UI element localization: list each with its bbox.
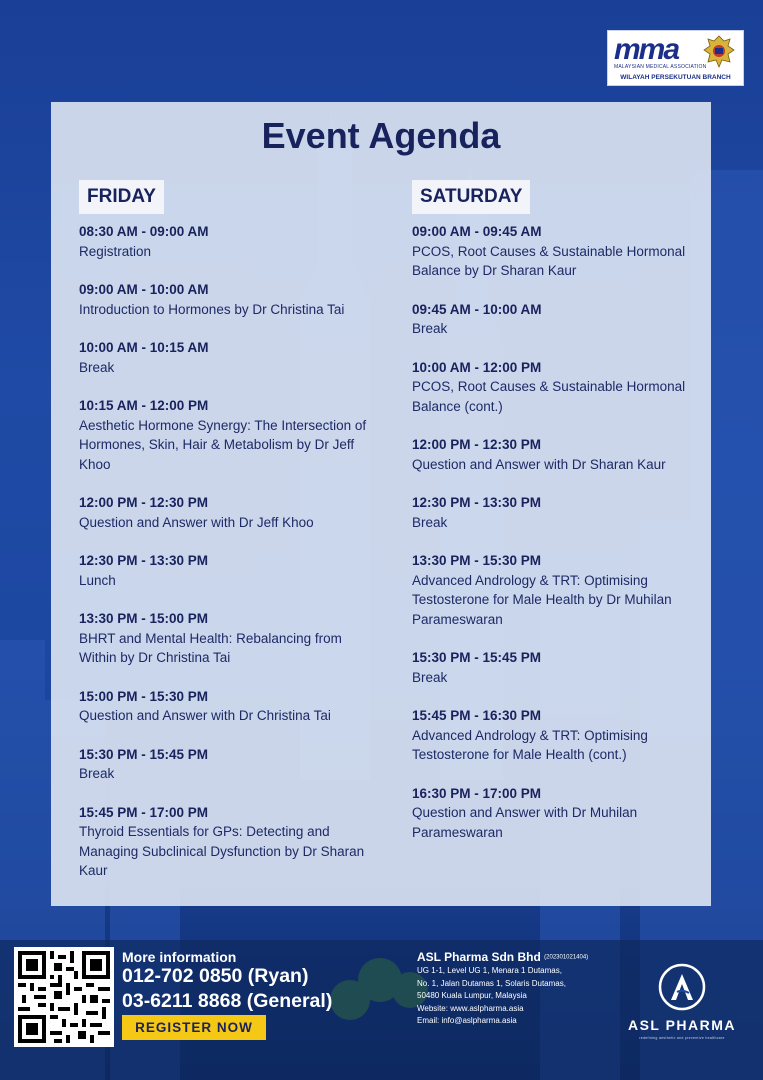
- agenda-description: BHRT and Mental Health: Rebalancing from Within by Dr Christina Tai: [79, 630, 342, 665]
- company-name-text: ASL Pharma Sdn Bhd: [417, 950, 541, 964]
- agenda-time: 12:30 PM - 13:30 PM: [412, 495, 542, 510]
- agenda-description: Break: [412, 514, 448, 530]
- agenda-time: 15:30 PM - 15:45 PM: [79, 746, 209, 762]
- agenda-description: Lunch: [79, 572, 116, 588]
- agenda-description: Break: [412, 669, 448, 685]
- agenda-description: Question and Answer with Dr Muhilan Parameswaran: [412, 805, 638, 840]
- agenda-card: [51, 102, 711, 906]
- agenda-item: [412, 222, 697, 281]
- agenda-time: 15:30 PM - 15:45 PM: [412, 650, 542, 665]
- mma-branch-text: WILAYAH PERSEKUTUAN BRANCH: [620, 74, 731, 81]
- agenda-time: 10:00 AM - 12:00 PM: [412, 359, 542, 375]
- register-now-button[interactable]: REGISTER NOW: [122, 1015, 266, 1040]
- friday-column: [79, 222, 369, 900]
- agenda-item: [412, 551, 697, 629]
- qr-code-icon: [18, 951, 110, 1043]
- address-line: 50480 Kuala Lumpur, Malaysia: [417, 991, 527, 1001]
- agenda-description: Break: [79, 766, 115, 781]
- asl-pharma-tagline: redefining aesthetic and preventive healthcare: [639, 1036, 725, 1040]
- agenda-description: Advanced Andrology & TRT: Optimising Testosterone for Male Health (cont.): [412, 727, 648, 762]
- company-name: [417, 950, 588, 965]
- agenda-item: [412, 706, 697, 765]
- agenda-description: Question and Answer with Dr Jeff Khoo: [79, 514, 314, 530]
- agenda-item: [412, 435, 697, 474]
- phone-general[interactable]: 03-6211 8868 (General): [122, 990, 333, 1012]
- agenda-item: [79, 222, 369, 261]
- agenda-item: [79, 609, 369, 668]
- agenda-time: 12:00 PM - 12:30 PM: [412, 437, 542, 452]
- agenda-description: Introduction to Hormones by Dr Christina Tai: [79, 301, 345, 317]
- more-information-label: More information: [122, 949, 237, 965]
- agenda-item: [79, 687, 369, 726]
- company-reg-number: (202301021404): [544, 954, 589, 961]
- asl-pharma-brand-name: ASL PHARMA: [627, 1017, 737, 1033]
- agenda-description: Question and Answer with Dr Sharan Kaur: [412, 456, 666, 472]
- agenda-time: 09:00 AM - 09:45 AM: [412, 224, 542, 239]
- asl-pharma-logo-icon: [657, 962, 707, 1012]
- agenda-item: [79, 280, 369, 319]
- friday-label: FRIDAY: [79, 180, 164, 214]
- agenda-time: 13:30 PM - 15:00 PM: [79, 611, 209, 626]
- phone-ryan[interactable]: 012-702 0850 (Ryan): [122, 965, 309, 987]
- agenda-time: 09:00 AM - 10:00 AM: [79, 282, 209, 297]
- agenda-item: [412, 648, 697, 687]
- agenda-time: 15:45 PM - 17:00 PM: [79, 804, 209, 820]
- agenda-description: Advanced Andrology & TRT: Optimising Testosterone for Male Health by Dr Muhilan Parameswaran: [412, 572, 672, 627]
- agenda-description: Aesthetic Hormone Synergy: The Intersection of Hormones, Skin, Hair & Metabolism by Dr Jeff Khoo: [79, 417, 367, 472]
- agenda-time: 16:30 PM - 17:00 PM: [412, 785, 542, 801]
- agenda-item: [79, 338, 369, 377]
- agenda-time: 12:30 PM - 13:30 PM: [79, 553, 209, 568]
- agenda-time: 09:45 AM - 10:00 AM: [412, 301, 542, 317]
- agenda-description: Break: [79, 359, 115, 375]
- agenda-item: [79, 396, 369, 474]
- footer: [0, 930, 763, 1080]
- agenda-item: [412, 300, 697, 339]
- address-line: UG 1-1, Level UG 1, Menara 1 Dutamas,: [417, 966, 562, 975]
- agenda-time: 10:00 AM - 10:15 AM: [79, 340, 209, 355]
- agenda-item: [412, 493, 697, 532]
- agenda-item: [79, 551, 369, 590]
- agenda-item: [79, 803, 369, 881]
- agenda-description: PCOS, Root Causes & Sustainable Hormonal Balance (cont.): [412, 379, 686, 414]
- address-line: No. 1, Jalan Dutamas 1, Solaris Dutamas,: [417, 978, 566, 988]
- mma-association-text: MALAYSIAN MEDICAL ASSOCIATION: [614, 64, 707, 70]
- agenda-title: Event Agenda: [261, 115, 501, 156]
- qr-code[interactable]: [14, 947, 114, 1047]
- agenda-time: 12:00 PM - 12:30 PM: [79, 495, 209, 510]
- mma-logo: [607, 30, 744, 86]
- email-link[interactable]: Email: info@aslpharma.asia: [417, 1016, 517, 1026]
- agenda-description: Break: [412, 321, 448, 336]
- agenda-description: Thyroid Essentials for GPs: Detecting and Managing Subclinical Dysfunction by Dr Sharan Kaur: [79, 824, 365, 878]
- agenda-description: Registration: [79, 243, 152, 259]
- asl-pharma-logo: [624, 962, 740, 1042]
- agenda-time: 13:30 PM - 15:30 PM: [412, 553, 542, 568]
- website-link[interactable]: Website: www.aslpharma.asia: [417, 1003, 524, 1013]
- agenda-time: 15:45 PM - 16:30 PM: [412, 708, 542, 723]
- agenda-time: 10:15 AM - 12:00 PM: [79, 398, 209, 413]
- agenda-item: [79, 745, 369, 784]
- agenda-description: PCOS, Root Causes & Sustainable Hormonal Balance by Dr Sharan Kaur: [412, 243, 686, 278]
- company-address: [417, 965, 617, 1028]
- agenda-time: 15:00 PM - 15:30 PM: [79, 688, 209, 704]
- agenda-time: 08:30 AM - 09:00 AM: [79, 224, 209, 239]
- agenda-item: [412, 358, 697, 417]
- agenda-item: [412, 784, 697, 843]
- mma-crest-icon: [700, 34, 738, 70]
- mma-logo-text: mma: [614, 33, 679, 66]
- agenda-description: Question and Answer with Dr Christina Tai: [79, 708, 331, 723]
- saturday-label: SATURDAY: [412, 180, 530, 214]
- saturday-column: [412, 222, 697, 861]
- agenda-item: [79, 493, 369, 532]
